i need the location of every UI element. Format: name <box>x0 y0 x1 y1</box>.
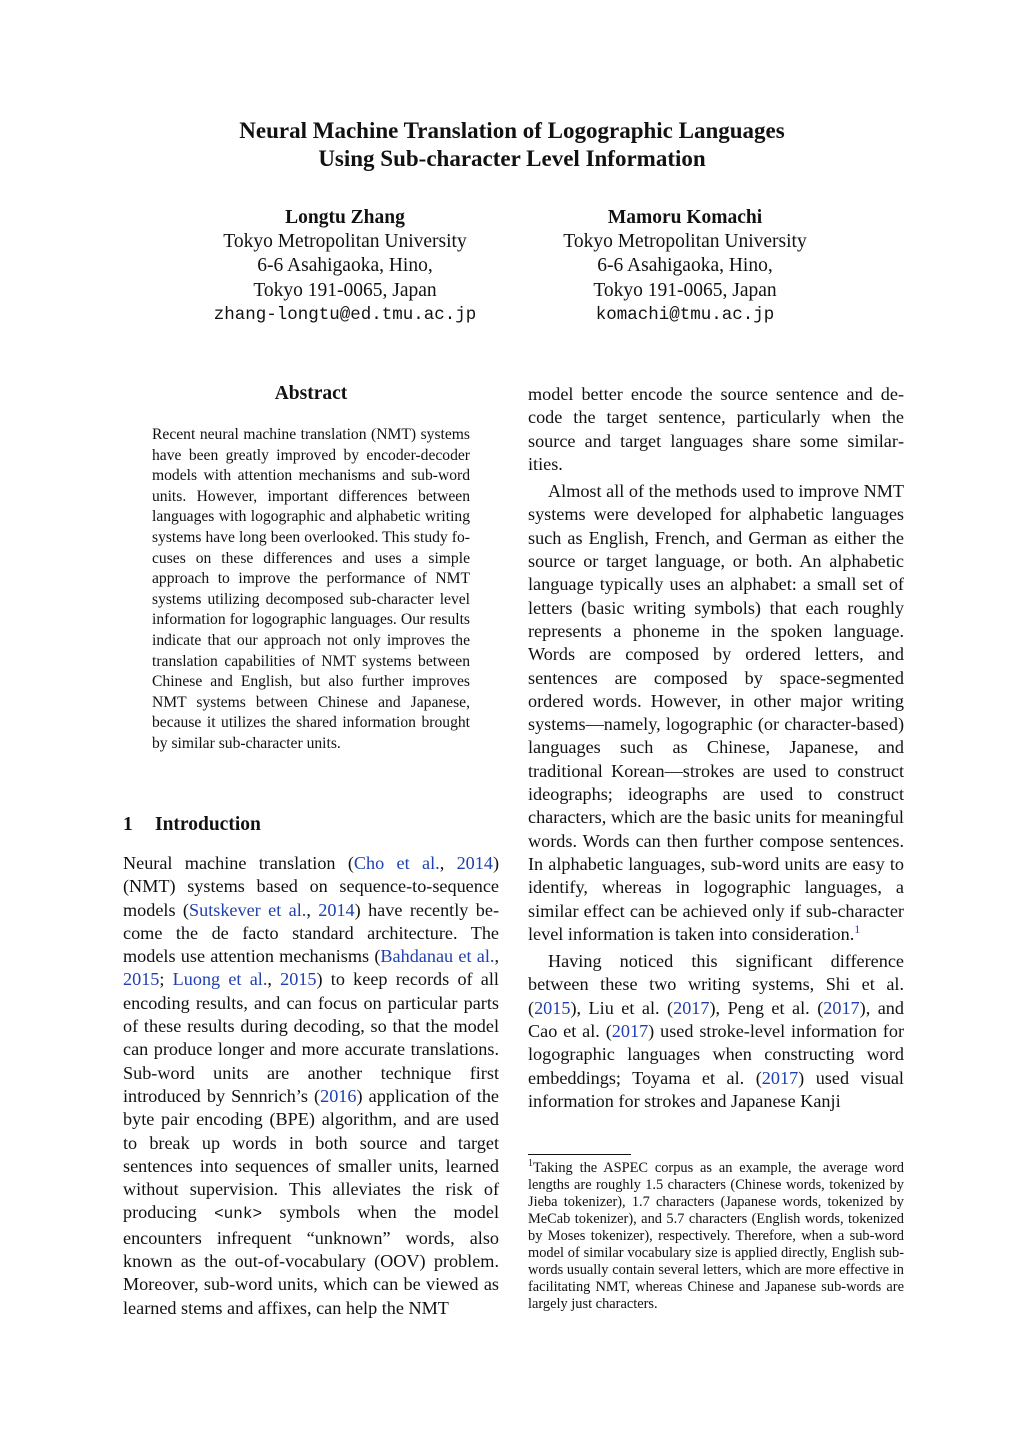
body-text: ), Liu et al. ( <box>570 997 674 1018</box>
body-text: ), and Cao et al. ( <box>528 997 904 1042</box>
section-title: Introduction <box>155 814 261 835</box>
section-heading-introduction <box>123 814 261 836</box>
author-address-line-2: Tokyo 191-0065, Japan <box>593 279 777 301</box>
abstract-text: Recent neural machine translation (NMT) systems have been greatly improved by encoder-decoder models with attention mechanisms and sub-word units. However, important differences between languages with logographic and alphabetic writing systems have long been overlooked. This study focuses on these differences and uses a simple approach to improve the performance of NMT systems utilizing decomposed sub-character level information for logographic languages. Our results indicate that our approach not only improves the translation capabilities of NMT systems between Chinese and English, but also further improves NMT systems between Chinese and Japanese, because it utilizes the shared information brought by similar sub-character units. <box>152 426 470 752</box>
author-email: komachi@tmu.ac.jp <box>595 304 775 325</box>
citation-link[interactable]: 2017 <box>823 997 860 1018</box>
intro-paragraph-continued: model better encode the source sentence and decode the target sentence, particularly when the source and target languages share some similarities. <box>528 384 904 474</box>
citation-link[interactable]: 2016 <box>320 1085 357 1106</box>
footnote-text: Taking the ASPEC corpus as an example, the average word lengths are roughly 1.5 characters (Chinese words, tokenized by Jieba tokenizer), 1.7 characters (Japanese words, tokenized by MeCab tokenizer), and 5.7 characters (English words, tokenized by Moses tokenizer), respectively. Therefore, when a sub-word model of similar vocabulary size is applied directly, English sub-words usually contain several letters, which are more effective in facilitating NMT, whereas Chinese and Japanese sub-words are largely just characters. <box>528 1160 904 1312</box>
body-text: ) (NMT) systems based on sequence-to-sequence models ( <box>123 853 499 920</box>
body-text: ) used visual information for strokes and Japanese Kanji <box>528 1067 904 1111</box>
body-text: , <box>439 853 457 873</box>
body-text: ), Peng et al. ( <box>709 997 824 1018</box>
body-text: ) application of the byte pair encoding (BPE) algorithm, and are used to break up words in both source and target sentences into sequences of smaller units, learned without supervision. This alleviates the risk of producing <box>123 1085 499 1223</box>
author-affiliation: Tokyo Metropolitan University <box>223 231 467 253</box>
citation-link[interactable]: 2014 <box>456 853 493 873</box>
author-name: Longtu Zhang <box>285 207 405 228</box>
citation-link[interactable]: 2017 <box>611 1021 649 1042</box>
body-text: ; <box>159 969 173 990</box>
citation-link[interactable]: 2017 <box>673 997 710 1018</box>
citation-link[interactable]: 2014 <box>318 899 355 920</box>
footnote-1 <box>528 1160 904 1313</box>
intro-right-column <box>528 383 904 1113</box>
author-affiliation: Tokyo Metropolitan University <box>563 231 807 253</box>
unk-token: <unk> <box>214 1205 263 1224</box>
section-number: 1 <box>123 814 133 835</box>
citation-link[interactable]: 2015 <box>534 997 571 1018</box>
body-text: Having noticed this significant difference between these two writing systems, Shi et al. ( <box>528 951 904 1018</box>
body-text: , <box>494 946 499 967</box>
citation-link[interactable]: Bahdanau et al. <box>380 946 495 967</box>
intro-paragraph-3 <box>528 950 904 1113</box>
body-text: Almost all of the methods used to improve NMT systems were developed for alphabetic languages such as English, French, and German as either the source or target language, or both. An alphabetic language typically uses an alphabet: a small set of letters (basic writing symbols) that each roughly represents a phoneme in the spoken language. Words are composed by ordered letters, and sentences are composed by space-segmented ordered words. However, in other major writing systems—namely, logographic (or character-based) languages such as Chinese, Japanese, and traditional Korean—strokes are used to construct ideographs; ideographs are used to construct characters, which are the basic units for meaningful words. Words can then further compose sentences. In alphabetic languages, sub-word units are easy to identify, whereas in logographic languages, a similar effect can be achieved only if sub-character level information is taken into consideration. <box>528 481 904 944</box>
footnote-divider <box>528 1154 631 1155</box>
body-text: ) used stroke-level information for logographic languages when constructing word embeddings; Toyama et al. ( <box>528 1021 904 1088</box>
citation-link[interactable]: 2015 <box>123 969 160 990</box>
body-text: symbols when the model encounters infrequent “unknown” words, also known as the out-of-vocabulary (OOV) problem. Moreover, sub-word units, which can be viewed as learned stems and affixes, can help the NMT <box>123 1202 500 1318</box>
citation-link[interactable]: 2015 <box>280 969 317 990</box>
body-text: ) to keep records of all encoding results, and can focus on particular parts of these results during decoding, so that the model can produce longer and more accurate translations. Sub-word units are another technique first introduced by Sennrich’s ( <box>123 969 499 1106</box>
body-text: ) have recently become the de facto standard architecture. The models use attention mechanisms ( <box>123 899 500 967</box>
citation-link[interactable]: Luong et al. <box>172 969 268 990</box>
body-text: Neural machine translation ( <box>123 853 354 873</box>
citation-link[interactable]: 2017 <box>761 1067 799 1088</box>
body-text: , <box>267 969 281 990</box>
abstract-heading: Abstract <box>274 383 348 404</box>
author-block-2 <box>515 206 855 327</box>
author-address-line-1: 6-6 Asahigaoka, Hino, <box>597 255 773 277</box>
citation-link[interactable]: Sutskever et al. <box>189 899 307 920</box>
author-email: zhang-longtu@ed.tmu.ac.jp <box>213 304 477 325</box>
intro-paragraph-1 <box>123 852 499 1320</box>
body-text: , <box>306 899 319 920</box>
intro-paragraph-2 <box>528 480 904 946</box>
paper-title <box>0 117 1024 173</box>
author-address-line-2: Tokyo 191-0065, Japan <box>253 279 437 301</box>
author-address-line-1: 6-6 Asahigaoka, Hino, <box>257 255 433 277</box>
title-line-2: Using Sub-character Level Information <box>318 146 706 171</box>
footnote-number: 1 <box>528 1158 533 1170</box>
author-name: Mamoru Komachi <box>607 207 763 228</box>
citation-link[interactable]: Cho et al. <box>353 853 440 873</box>
intro-left-column <box>123 852 499 1320</box>
author-block-1 <box>175 206 515 327</box>
title-line-1: Neural Machine Translation of Logographic Languages <box>239 118 785 143</box>
footnote-marker[interactable]: 1 <box>854 921 861 936</box>
